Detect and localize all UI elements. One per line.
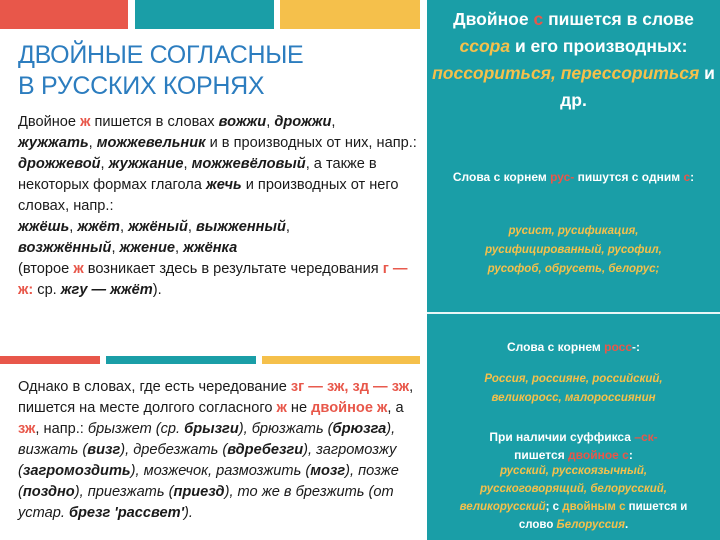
rus-root-rule: Слова с корнем рус- пишутся с одним с: bbox=[452, 170, 695, 184]
panel-heading: Двойное с пишется в слове ссора и его производных: поссориться, перессориться и др. bbox=[432, 9, 715, 110]
page-title bbox=[18, 40, 422, 102]
top-strip-teal bbox=[135, 0, 274, 29]
divider-teal bbox=[106, 356, 256, 364]
divider-red bbox=[0, 356, 100, 364]
sk-suffix-rule: При наличии суффикса –ск- пишется двойное с: bbox=[489, 430, 658, 462]
ross-root-examples: Россия, россияне, российский, великоросс, малороссиянин bbox=[484, 373, 663, 404]
ross-root-rule: Слова с корнем росс-: bbox=[506, 340, 641, 354]
divider-yellow bbox=[262, 356, 420, 364]
rus-root-examples: русист, русификация, русифицированный, русофил, русофоб, обрусеть, белорус; bbox=[485, 225, 662, 275]
top-strip-yellow bbox=[280, 0, 420, 29]
rule-paragraph-zh: Двойное ж пишется в словах вожжи, дрожжи, жужжать, можжевельник и в производных от них, напр.: дрожжевой, жужжание, можжевёловый, а также в некоторых формах глагола жечь и производных от него словах, напр.: жжёшь, жжёт, жжёный, выжженный, возжжённый, жжение, жжёнка (второе ж возникает здесь в результате чередования г — ж: ср. жгу — жжёт). bbox=[18, 114, 417, 298]
title-line-2: В РУССКИХ КОРНЯХ bbox=[18, 72, 265, 100]
sk-suffix-examples: русский, русскоязычный, русскоговорящий, белорусский, великорусский; с двойным с пишется и слово Белоруссия. bbox=[459, 465, 688, 531]
info-panel bbox=[427, 0, 720, 540]
title-line-1: ДВОЙНЫЕ СОГЛАСНЫЕ bbox=[18, 41, 304, 69]
top-strip-red bbox=[0, 0, 128, 29]
panel-separator bbox=[427, 312, 720, 314]
rule-paragraph-zzh: Однако в словах, где есть чередование зг — зж, зд — зж, пишется на месте долгого согласного ж не двойное ж, а зж, напр.: брызжет (ср. брызги), брюзжать (брюзга), визжать (визг), дребезжать (вдребезги), загромозжу (загромоздить), мозжечок, размозжить (мозг), позже (поздно), приезжать (приезд), то же в брезжить (от устар. брезг 'рассвет'). bbox=[18, 379, 414, 521]
